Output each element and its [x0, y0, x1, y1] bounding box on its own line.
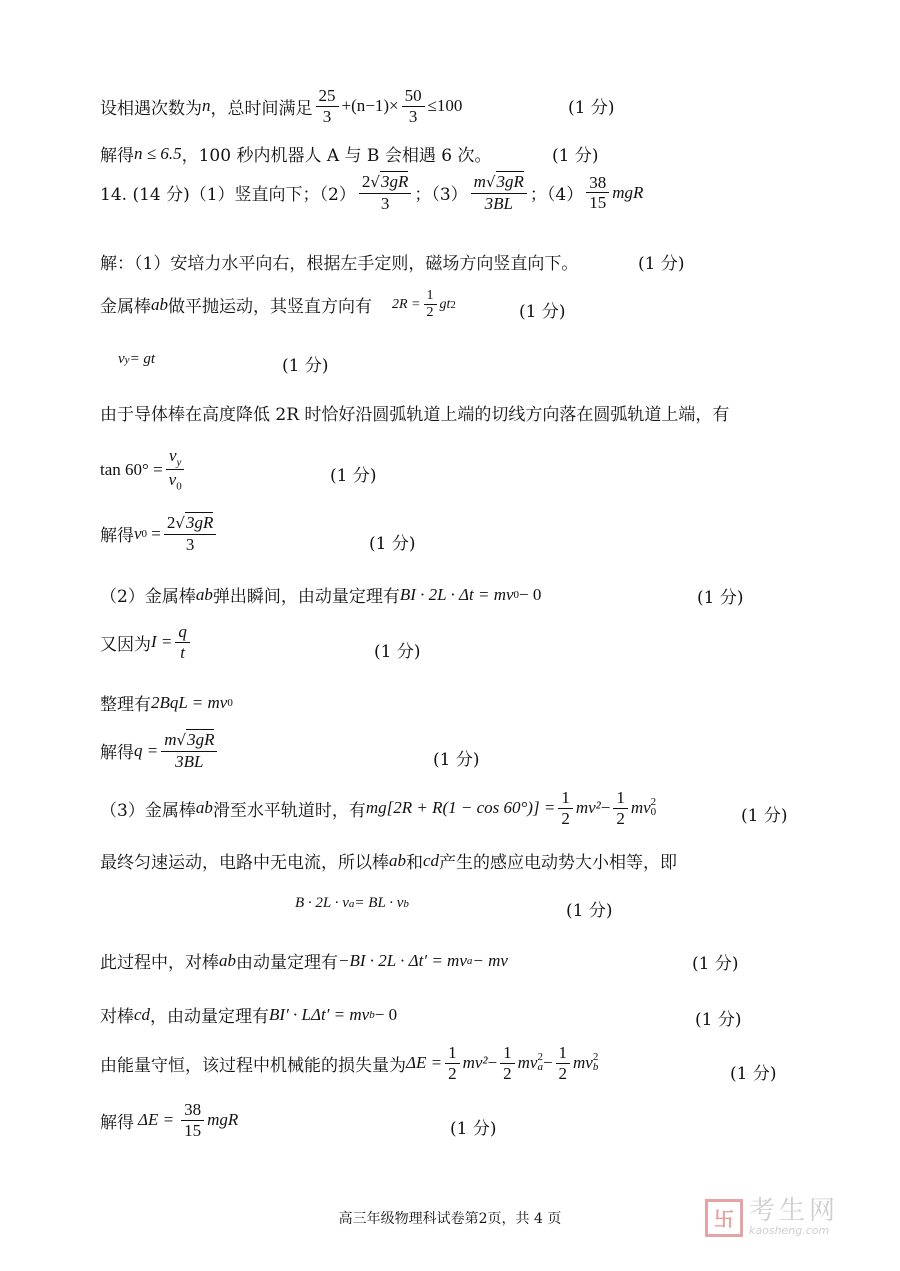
line-tan60	[100, 446, 188, 493]
line-current	[100, 622, 193, 662]
score-13: (1 分)	[692, 954, 739, 974]
line-energy-slide	[100, 788, 656, 828]
subscript: b	[403, 897, 409, 910]
math-ab: ab	[195, 584, 213, 604]
math: ΔE =	[406, 1053, 443, 1073]
math: mg[2R + R(1 − cos 60°)] =	[365, 798, 556, 818]
denominator: 3BL	[484, 193, 513, 213]
text: 又因为	[100, 634, 151, 655]
denominator: 3	[185, 534, 195, 554]
math: I =	[151, 632, 173, 652]
fraction	[558, 788, 573, 828]
line-tangent-text	[100, 400, 729, 425]
denominator: 2	[448, 1063, 457, 1083]
fraction	[316, 86, 339, 126]
radicand: 3gR	[187, 730, 215, 749]
score-15: (1 分)	[730, 1064, 777, 1084]
numerator: 1	[445, 1043, 460, 1064]
math-cd: cd	[134, 1004, 151, 1024]
subscript: 0	[141, 527, 148, 540]
logo-name: 考生网	[749, 1196, 840, 1226]
math: mv²	[575, 798, 601, 818]
text: 由于导体棒在高度降低 2R 时恰好沿圆弧轨道上端的切线方向落在圆弧轨道上端，有	[100, 405, 730, 425]
line-meet-count	[100, 86, 462, 126]
line-delta-e	[100, 1100, 238, 1140]
subscript: y	[124, 353, 130, 366]
denominator: 2	[503, 1063, 512, 1083]
text: 产生的感应电动势大小相等，即	[439, 853, 678, 873]
text: 金属棒	[100, 297, 151, 318]
fraction	[402, 86, 425, 126]
subscript: 0	[650, 806, 657, 819]
math: B · 2L · v	[295, 895, 349, 911]
score-11: (1 分)	[741, 806, 788, 826]
numerator	[164, 513, 216, 535]
math: mv	[630, 798, 651, 818]
subscript: b	[592, 1061, 599, 1074]
numerator: q	[175, 622, 190, 643]
radical-icon: √	[175, 514, 185, 532]
numerator: 1	[613, 788, 628, 809]
radical-icon: √	[370, 173, 380, 191]
fraction	[424, 288, 437, 321]
numerator: 1	[500, 1043, 515, 1064]
math-ab: ab	[389, 850, 406, 870]
math-n: n	[202, 96, 211, 116]
line-projectile: 金属棒 ab 做平抛运动，其竖直方向有 2R = $\frac{1}{2}$ gt 2	[100, 288, 456, 321]
coef: m	[473, 172, 486, 191]
subscript: a	[537, 1061, 543, 1074]
text: 滑至水平轨道时，有	[212, 800, 366, 821]
radicand: 3gR	[185, 513, 214, 532]
text: 解：（1）安培力水平向右，根据左手定则，磁场方向竖直向下。	[100, 254, 579, 274]
subscript: 0	[176, 480, 182, 493]
superscript: 2	[650, 796, 657, 809]
text: （3）金属棒	[100, 800, 196, 821]
subscript: a	[348, 897, 355, 910]
logo-url: kaosheng.com	[749, 1224, 830, 1237]
logo-text	[749, 1198, 839, 1237]
subscript: a	[466, 954, 473, 967]
var: v	[168, 446, 177, 465]
fraction	[166, 446, 185, 493]
line-momentum	[100, 582, 541, 607]
math: −BI · 2L · Δt′ = mv	[338, 950, 467, 970]
coef: m	[164, 730, 177, 749]
text: 14. (14 分)（1）竖直向下；（2）	[100, 185, 356, 206]
superscript: 2	[537, 1051, 543, 1064]
score-1: (1 分)	[568, 98, 615, 118]
math: mgR	[612, 182, 644, 202]
radical-icon: √	[485, 173, 496, 191]
math: n ≤ 6.5	[134, 143, 182, 163]
math-ab: ab	[195, 798, 213, 818]
math: ΔE =	[138, 1110, 175, 1130]
fraction	[556, 1043, 571, 1083]
denominator: 3	[322, 106, 332, 126]
math: − 0	[519, 584, 542, 604]
text: 解得	[100, 743, 134, 764]
numerator: 25	[316, 86, 339, 107]
score-14: (1 分)	[695, 1010, 742, 1030]
denominator: 15	[184, 1120, 202, 1140]
math: − mv	[472, 950, 508, 970]
line-q14-answers	[100, 172, 643, 213]
math: mgR	[207, 1110, 239, 1130]
score-5: (1 分)	[282, 356, 329, 376]
denominator: 2	[426, 305, 434, 321]
line-momentum-ab	[100, 948, 508, 973]
denominator: 2	[616, 808, 625, 828]
denominator: t	[180, 642, 185, 662]
line-vy	[118, 351, 155, 368]
numerator: 50	[402, 86, 425, 107]
fraction	[445, 1043, 460, 1083]
denominator: 2	[558, 1063, 568, 1083]
watermark-logo	[705, 1198, 839, 1237]
score-2: (1 分)	[552, 146, 599, 166]
math-ab: ab	[219, 950, 236, 970]
fraction	[175, 622, 190, 662]
radicand: 3gR	[380, 172, 409, 191]
line-energy-loss	[100, 1043, 598, 1083]
text: 此过程中，对棒	[100, 953, 219, 973]
fraction	[471, 172, 527, 213]
math-ab: ab	[151, 294, 168, 314]
math: mv	[573, 1053, 593, 1073]
math: mv	[517, 1053, 538, 1073]
denominator: 2	[561, 808, 570, 828]
numerator	[161, 730, 217, 752]
denominator: 3BL	[175, 751, 204, 771]
text: 整理有	[100, 695, 151, 715]
math: tan 60° =	[100, 459, 163, 479]
denominator: 3	[408, 106, 418, 126]
var: v	[168, 470, 177, 490]
math: = BL · v	[354, 895, 404, 911]
math: 2BqL = mv	[151, 692, 228, 712]
numerator	[166, 446, 184, 470]
subscript: b	[369, 1008, 375, 1021]
subscript: y	[176, 456, 182, 469]
line-momentum-cd	[100, 1002, 397, 1027]
text: 做平抛运动，其竖直方向有	[168, 297, 372, 318]
score-6: (1 分)	[330, 466, 377, 486]
fraction	[613, 788, 628, 828]
radicand: 3gR	[496, 172, 524, 191]
math: −	[600, 798, 611, 818]
math: v	[118, 351, 125, 367]
math: ≤100	[427, 96, 463, 116]
score-9: (1 分)	[374, 642, 421, 662]
denominator: 3	[380, 193, 390, 213]
math: v	[134, 523, 142, 543]
page-footer: 高三年级物理科试卷第2页，共 4 页	[338, 1211, 562, 1227]
text: 弹出瞬间，由动量定理有	[212, 587, 400, 607]
denominator	[166, 470, 185, 493]
score-4: (1 分)	[519, 302, 566, 322]
coef: 2	[361, 172, 371, 191]
numerator: 1	[558, 788, 573, 809]
text: ；（3）	[414, 185, 468, 206]
line-v0: 解得 v 0 = $\frac{2√3gR}{3}$	[100, 513, 219, 554]
text: 解得	[100, 1112, 134, 1133]
fraction	[181, 1100, 204, 1140]
numerator: 1	[424, 288, 437, 305]
text: 最终匀速运动，电路中无电流，所以棒	[100, 853, 389, 873]
denominator: 15	[589, 193, 607, 213]
coef: 2	[166, 513, 176, 532]
math: 2R =	[392, 296, 421, 312]
math: BI · 2L · Δt = mv	[399, 584, 514, 604]
fraction	[500, 1043, 515, 1083]
line-arrange	[100, 690, 233, 715]
line-q	[100, 730, 220, 771]
line-result-n	[100, 141, 491, 166]
text: 解得	[100, 146, 134, 166]
score-3: (1 分)	[638, 254, 685, 274]
math: BI′ · LΔt′ = mv	[269, 1004, 370, 1024]
score-16: (1 分)	[450, 1119, 497, 1139]
score-10: (1 分)	[433, 750, 480, 770]
fraction	[164, 513, 216, 554]
numerator	[471, 172, 527, 194]
radical-icon: √	[176, 731, 187, 749]
numerator	[359, 172, 411, 194]
math: −	[487, 1053, 498, 1073]
score-8: (1 分)	[697, 588, 744, 608]
line-emf-equal	[295, 895, 409, 912]
text: 和	[406, 853, 423, 873]
text: （2）金属棒	[100, 587, 196, 607]
math: −	[542, 1053, 553, 1073]
logo-mark-icon: 卐	[705, 1199, 743, 1237]
text: 对棒	[100, 1007, 134, 1027]
text: 设相遇次数为	[100, 98, 202, 119]
text: ，总时间满足	[210, 98, 313, 119]
line-uniform	[100, 848, 677, 873]
text: 由能量守恒，该过程中机械能的损失量为	[100, 1055, 406, 1076]
text: ，由动量定理有	[150, 1007, 270, 1027]
subscript: 0	[227, 696, 233, 709]
score-12: (1 分)	[566, 901, 613, 921]
math: mv²	[462, 1053, 488, 1073]
fraction	[359, 172, 411, 213]
math: +(n−1)×	[341, 96, 399, 116]
numerator: 1	[556, 1043, 571, 1064]
superscript: 2	[592, 1051, 599, 1064]
math: q =	[134, 740, 159, 760]
fraction	[161, 730, 217, 771]
math-cd: cd	[423, 850, 440, 870]
line-solution-1	[100, 249, 578, 274]
fraction	[586, 173, 609, 213]
subscript: 0	[513, 588, 520, 601]
text: 由动量定理有	[236, 953, 338, 973]
score-7: (1 分)	[369, 534, 416, 554]
math: − 0	[374, 1004, 398, 1024]
numerator: 38	[181, 1100, 204, 1121]
numerator: 38	[586, 173, 609, 194]
text: 解得	[100, 526, 134, 547]
text: ；（4）	[529, 185, 584, 206]
text: ，100 秒内机器人 A 与 B 会相遇 6 次。	[181, 146, 492, 166]
math: = gt	[129, 351, 156, 367]
math: gt	[439, 296, 451, 312]
